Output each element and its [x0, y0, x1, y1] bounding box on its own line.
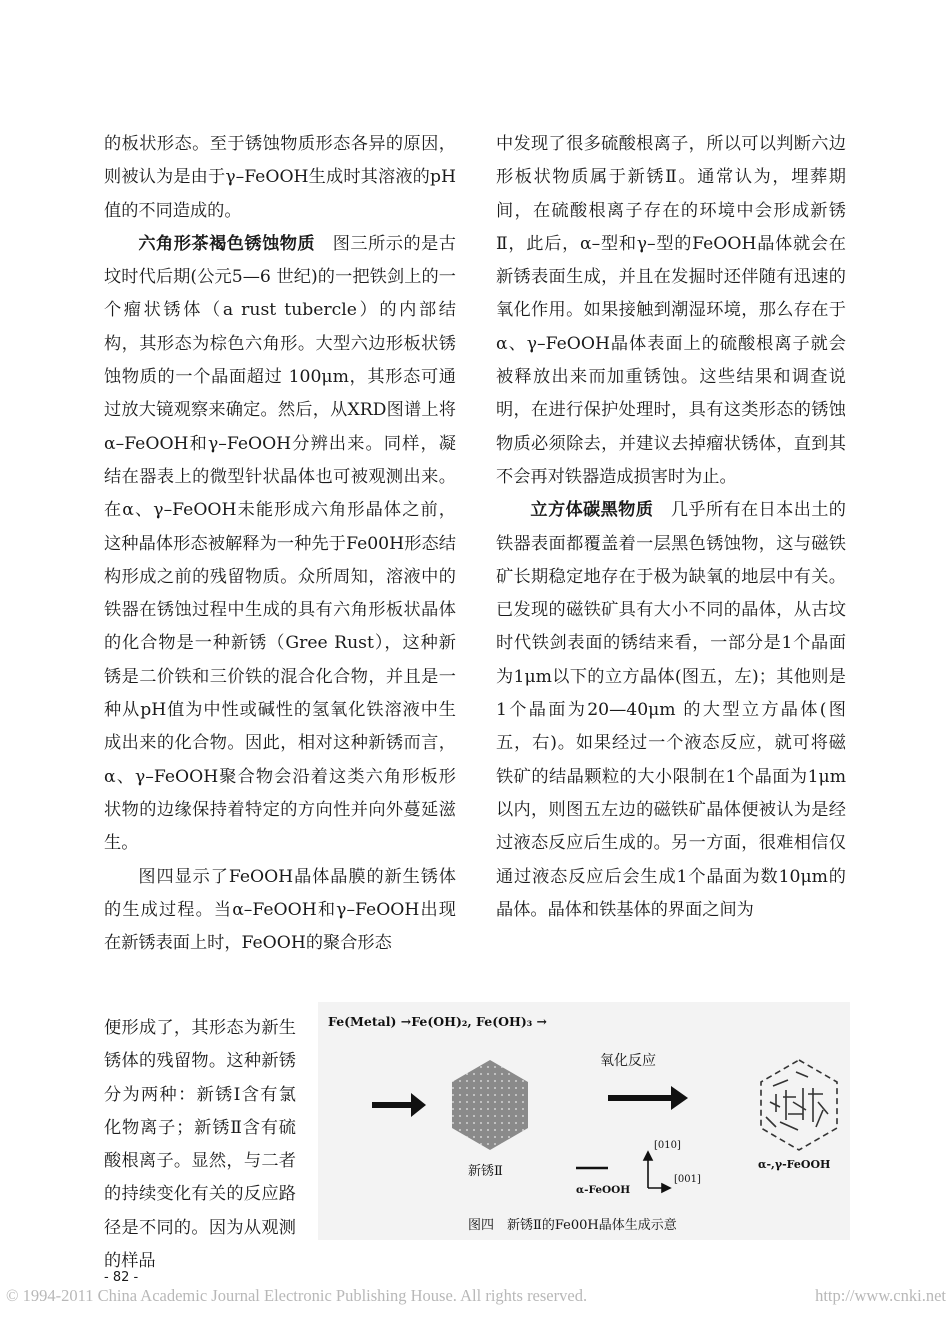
left-column: [104, 128, 456, 960]
paragraph-text: 几乎所有在日本出土的铁器表面都覆盖着一层黑色锈蚀物，这与磁铁矿长期稳定地存在于极为缺氧的地层中有关。已发现的磁铁矿具有大小不同的晶体，从古坟时代铁剑表面的锈结来看，一部分是1个晶面为1μm以下的立方晶体(图五，左)；其他则是1个晶面为20—40μm 的大型立方晶体(图五，右)。如果经过一个液态反应，就可将磁铁矿的结晶颗粒的大小限制在1个晶面为1μm以内，则图五左边的磁铁矿晶体便被认为是经过液态反应后生成的。另一方面，很难相信仅通过液态反应后会生成1个晶面为数10μm的晶体。晶体和铁基体的界面之间为: [496, 500, 846, 920]
crystal-axes-icon: [644, 1152, 670, 1192]
hexagon-crystal-icon: [452, 1060, 528, 1150]
figure-drawing: [318, 1002, 850, 1240]
figure-caption: 图四 新锈Ⅱ的Fe00H晶体生成示意: [468, 1218, 677, 1233]
axis-001-label: [001]: [674, 1174, 701, 1185]
paragraph: [496, 494, 846, 927]
crystal-growth-icon: [761, 1060, 837, 1150]
page-number: - 82 -: [104, 1270, 139, 1285]
alpha-feooh-label: α-FeOOH: [576, 1184, 631, 1196]
footer-copyright: © 1994-2011 China Academic Journal Electronic Publishing House. All rights reserved.: [6, 1286, 588, 1305]
paragraph-text: 图三所示的是古坟时代后期(公元5—6 世纪)的一把铁剑上的一个瘤状锈体（a rust tubercle）的内部结构，其形态为棕色六角形。大型六边形板状锈蚀物质的一个晶面超过 100μm，其形态可通过放大镜观察来确定。然后，从XRD图谱上将α–FeOOH和γ–FeOOH分辨出来。同样，凝结在器表上的微型针状晶体也可被观测出来。在α、γ–FeOOH未能形成六角形晶体之前，这种晶体形态被解释为一种先于Fe00H形态结构形成之前的残留物质。众所周知，溶液中的铁器在锈蚀过程中生成的具有六角形板状晶体的化合物是一种新锈（Gree Rust），这种新锈是二价铁和三价铁的混合化合物，并且是一种从pH值为中性或碱性的氢氧化铁溶液中生成出来的化合物。因此，相对这种新锈而言，α、γ–FeOOH聚合物会沿着这类六角形板形状物的边缘保持着特定的方向性并向外蔓延滋生。: [104, 233, 456, 854]
footer: [6, 1286, 946, 1306]
arrow-right-icon: [372, 1093, 426, 1117]
paragraph: 的板状形态。至于锈蚀物质形态各异的原因，则被认为是由于γ–FeOOH生成时其溶液的pH值的不同造成的。: [104, 134, 456, 221]
figure-equation: Fe(Metal) →Fe(OH)₂, Fe(OH)₃ →: [328, 1014, 548, 1029]
paragraph: 图四显示了FeOOH晶体晶膜的新生锈体的生成过程。当α–FeOOH和γ–FeOOH出现在新锈表面上时，FeOOH的聚合形态: [104, 866, 456, 954]
footer-url[interactable]: http://www.cnki.net: [815, 1286, 946, 1305]
section-heading: 立方体碳黑物质: [530, 500, 654, 521]
figure-4: [318, 1002, 850, 1240]
paragraph: [104, 228, 456, 861]
section-heading: 六角形茶褐色锈蚀物质: [138, 233, 316, 254]
wrapped-paragraph: 便形成了，其形态为新生锈体的残留物。这种新锈分为两种：新锈Ⅰ含有氯化物离子；新锈Ⅱ含有硫酸根离子。显然，与二者的持续变化有关的反应路径是不同的。因为从观测的样品: [104, 1018, 296, 1272]
paragraph: 中发现了很多硫酸根离子，所以可以判断六边形板状物质属于新锈Ⅱ。通常认为，埋葬期间，在硫酸根离子存在的环境中会形成新锈Ⅱ，此后，α–型和γ–型的FeOOH晶体就会在新锈表面生成，并且在发掘时还伴随有迅速的氧化作用。如果接触到潮湿环境，那么存在于α、γ–FeOOH晶体表面上的硫酸根离子就会被释放出来而加重锈蚀。这些结果和调查说明，在进行保护处理时，具有这类形态的锈蚀物质必须除去，并建议去掉瘤状锈体，直到其不会再对铁器造成损害时为止。: [496, 134, 846, 487]
arrow-right-icon: [608, 1086, 688, 1110]
reaction-label: 氧化反应: [600, 1053, 656, 1069]
product-label: α-,γ-FeOOH: [758, 1158, 831, 1171]
hex-label: 新锈Ⅱ: [468, 1164, 503, 1179]
axis-010-label: [010]: [654, 1140, 681, 1151]
right-column: [496, 128, 846, 927]
